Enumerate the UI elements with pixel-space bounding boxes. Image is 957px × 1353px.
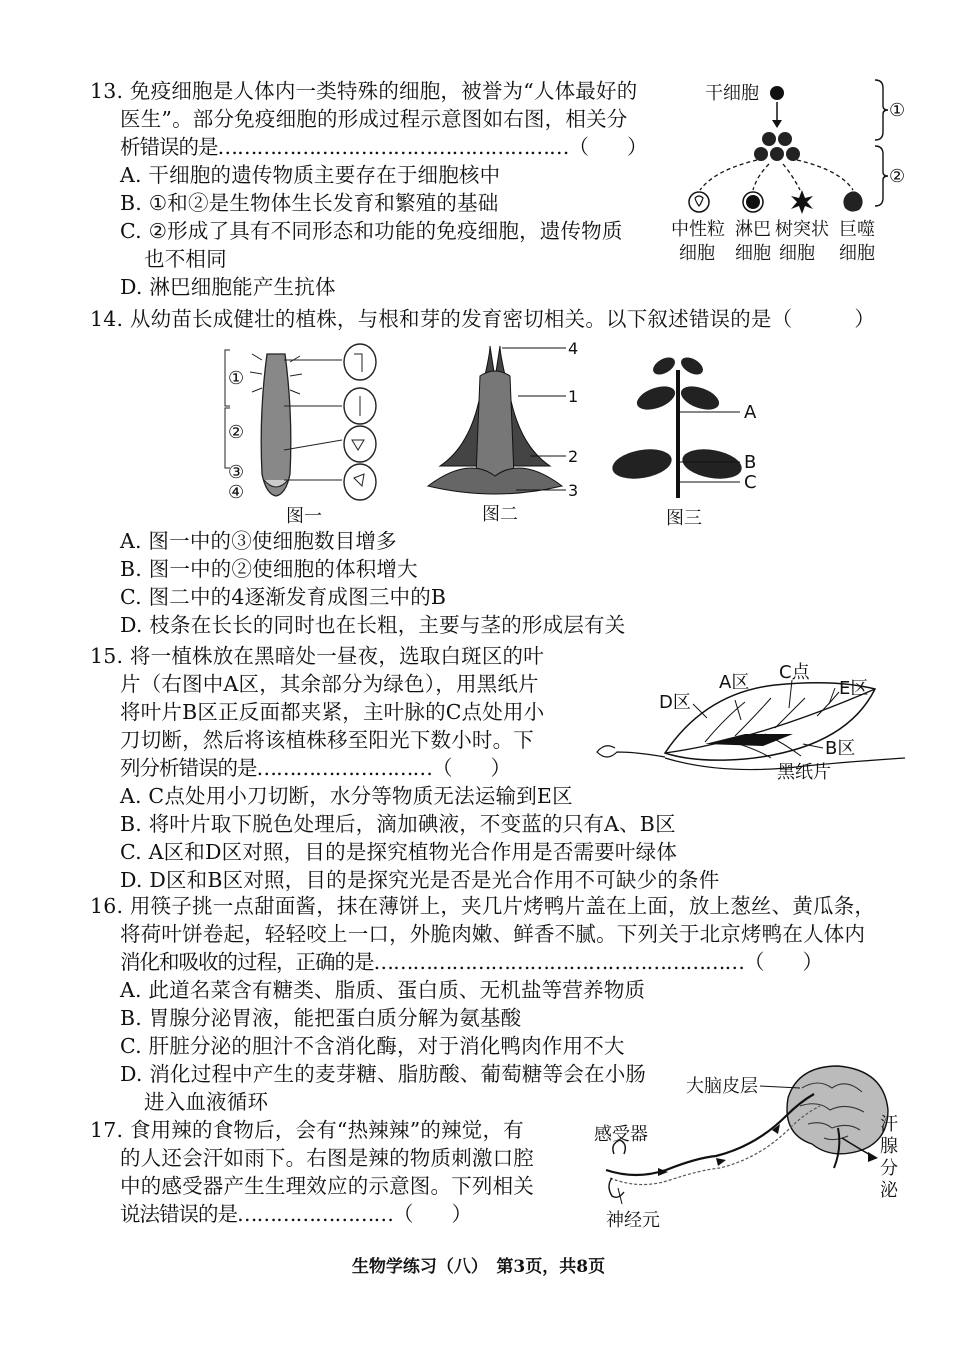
q13-stem-line2: 医生”。部分免疫细胞的形成过程示意图如右图，相关分 bbox=[120, 107, 628, 131]
dividing-cell bbox=[762, 132, 776, 146]
label-4: 4 bbox=[568, 339, 579, 358]
q14-stem: 14. 从幼苗长成健壮的植株，与根和芽的发育密切相关。以下叙述错误的是（ ） bbox=[90, 307, 876, 331]
q16-option-d-line1: D. 消化过程中产生的麦芽糖、脂肪酸、葡萄糖等会在小肠 bbox=[120, 1062, 647, 1086]
arrow-to-macrophage bbox=[797, 160, 853, 190]
low-leaf-right bbox=[680, 445, 744, 483]
label-receptor: 感受器 bbox=[594, 1124, 648, 1145]
q13-option-d: D. 淋巴细胞能产生抗体 bbox=[120, 275, 336, 299]
q13-option-c-line1: C. ②形成了具有不同形态和功能的免疫细胞，遗传物质 bbox=[120, 219, 623, 243]
label-c: C bbox=[744, 472, 757, 493]
q16-option-b: B. 胃腺分泌胃液，能把蛋白质分解为氨基酸 bbox=[120, 1006, 522, 1030]
q15-option-b: B. 将叶片取下脱色处理后，滴加碘液，不变蓝的只有A、B区 bbox=[120, 812, 676, 836]
label-dendritic-1: 树突状 bbox=[775, 219, 829, 240]
mid-leaf-left bbox=[634, 382, 678, 414]
label-sweat-4: 泌 bbox=[880, 1180, 898, 1201]
label-black-paper: 黑纸片 bbox=[777, 762, 831, 783]
dendritic-cell-icon bbox=[791, 190, 813, 214]
label-cerebral-cortex: 大脑皮层 bbox=[686, 1076, 758, 1097]
q14-option-d: D. 枝条在长长的同时也在长粗，主要与茎的形成层有关 bbox=[120, 613, 626, 637]
q15-leaf-figure bbox=[585, 658, 905, 784]
q14-figure-3-branch bbox=[612, 346, 772, 532]
label-3: 3 bbox=[568, 481, 579, 500]
figure-2-caption: 图二 bbox=[482, 504, 518, 525]
q14-option-b: B. 图一中的②使细胞的体积增大 bbox=[120, 557, 418, 581]
q13-option-c-line2: 也不相同 bbox=[144, 247, 227, 271]
q14-figure-1-root-tip bbox=[222, 340, 392, 530]
label-1: 1 bbox=[568, 387, 579, 406]
leader-3 bbox=[284, 440, 342, 450]
cell-detail-1 bbox=[344, 344, 376, 380]
q16-option-a: A. 此道名菜含有糖类、脂质、蛋白质、无机盐等营养物质 bbox=[120, 978, 646, 1002]
q13-label-stem-cell: 干细胞 bbox=[705, 83, 759, 104]
q16-stem-line3: 消化和吸收的过程，正确的是…………………………………………………（ ） bbox=[120, 950, 822, 974]
page-footer: 生物学练习（八） 第3页，共8页 bbox=[351, 1257, 606, 1277]
label-neutrophil-1: 中性粒 bbox=[671, 219, 725, 240]
q15-option-d: D. D区和B区对照，目的是探究光是否是光合作用不可缺少的条件 bbox=[120, 868, 720, 892]
label-d-zone: D区 bbox=[659, 692, 691, 713]
label-circle-4: ④ bbox=[228, 482, 245, 503]
q13-immune-cell-figure bbox=[665, 72, 915, 272]
q15-stem-line1: 15. 将一植株放在黑暗处一昼夜，选取白斑区的叶 bbox=[90, 644, 544, 668]
q15-option-c: C. A区和D区对照，目的是探究植物光合作用是否需要叶绿体 bbox=[120, 840, 678, 864]
q17-stem-line1: 17. 食用辣的食物后，会有“热辣辣”的辣觉，有 bbox=[90, 1118, 524, 1142]
figure-3-caption: 图三 bbox=[666, 508, 702, 529]
q13-stem-line1: 13. 免疫细胞是人体内一类特殊的细胞，被誉为“人体最好的 bbox=[90, 79, 638, 103]
label-sweat-1: 汗 bbox=[880, 1114, 898, 1135]
figure-1-caption: 图一 bbox=[286, 506, 322, 527]
cell-detail-3 bbox=[344, 426, 376, 462]
q17-nerve-reflex-figure bbox=[588, 1058, 908, 1234]
label-macrophage-1: 巨噬 bbox=[839, 219, 875, 240]
label-neuron: 神经元 bbox=[606, 1210, 660, 1231]
label-circle-3: ③ bbox=[228, 462, 245, 483]
petiole bbox=[597, 746, 665, 757]
label-b-zone: B区 bbox=[825, 738, 856, 759]
bud-axis bbox=[476, 371, 514, 486]
label-dendritic-2: 细胞 bbox=[779, 243, 815, 264]
q16-option-d-line2: 进入血液循环 bbox=[144, 1090, 269, 1114]
mid-leaf-right bbox=[678, 382, 722, 414]
q13-stem-line3: 析错误的是………………………………………………（ ） bbox=[120, 135, 647, 159]
label-2: 2 bbox=[568, 447, 579, 466]
q15-stem-line3: 将叶片B区正反面都夹紧，主叶脉的C点处用小 bbox=[120, 700, 545, 724]
signal-arrow-2 bbox=[716, 1158, 726, 1166]
label-circle-2: ② bbox=[228, 422, 245, 443]
label-circle-1: ① bbox=[228, 368, 245, 389]
label-sweat-2: 腺 bbox=[880, 1136, 898, 1157]
dividing-cell bbox=[754, 147, 768, 161]
label-lymphocyte-1: 淋巴 bbox=[735, 219, 771, 240]
q14-option-c: C. 图二中的4逐渐发育成图三中的B bbox=[120, 585, 447, 609]
q13-option-a: A. 干细胞的遗传物质主要存在于细胞核中 bbox=[120, 163, 501, 187]
arrow-to-neutrophil bbox=[700, 160, 757, 190]
q15-option-a: A. C点处用小刀切断，水分等物质无法运输到E区 bbox=[120, 784, 573, 808]
label-c-point: C点 bbox=[779, 662, 810, 683]
label-macrophage-2: 细胞 bbox=[839, 243, 875, 264]
dividing-cell bbox=[786, 147, 800, 161]
label-a: A bbox=[744, 402, 757, 423]
arrow-head bbox=[772, 120, 782, 128]
q16-stem-line1: 16. 用筷子挑一点甜面酱，抹在薄饼上，夹几片烤鸭片盖在上面，放上葱丝、黄瓜条， bbox=[90, 894, 876, 918]
label-sweat-3: 分 bbox=[880, 1158, 898, 1179]
top-leaf-right bbox=[678, 354, 706, 378]
dividing-cell bbox=[778, 132, 792, 146]
top-leaf-left bbox=[650, 354, 678, 378]
label-lymphocyte-2: 细胞 bbox=[735, 243, 771, 264]
q17-stem-line3: 中的感受器产生生理效应的示意图。下列相关 bbox=[120, 1174, 534, 1198]
arrow-to-lymphocyte bbox=[753, 164, 769, 190]
neutrophil-icon bbox=[689, 192, 709, 212]
q15-stem-line4: 刀切断，然后将该植株移至阳光下数小时。下 bbox=[120, 728, 534, 752]
cell-detail-4 bbox=[344, 464, 376, 500]
dividing-cell bbox=[770, 147, 784, 161]
q14-option-a: A. 图一中的③使细胞数目增多 bbox=[120, 529, 397, 553]
q13-option-b: B. ①和②是生物体生长发育和繁殖的基础 bbox=[120, 191, 499, 215]
brace-1 bbox=[875, 80, 888, 140]
q14-figure-2-bud bbox=[420, 336, 590, 528]
stem-cell-dot bbox=[770, 86, 784, 100]
q16-option-c: C. 肝脏分泌的胆汁不含消化酶，对于消化鸭肉作用不大 bbox=[120, 1034, 625, 1058]
neutrophil-nucleus bbox=[695, 196, 703, 206]
efferent-arrow bbox=[868, 1152, 878, 1162]
q15-stem-line2: 片（右图中A区，其余部分为绿色），用黑纸片 bbox=[120, 672, 539, 696]
label-e-zone: E区 bbox=[839, 678, 869, 699]
q17-stem-line4: 说法错误的是……………………（ ） bbox=[120, 1202, 471, 1226]
brain-icon bbox=[787, 1066, 888, 1154]
lymphocyte-nucleus bbox=[746, 195, 760, 209]
q17-stem-line2: 的人还会汗如雨下。右图是辣的物质刺激口腔 bbox=[120, 1146, 534, 1170]
q16-stem-line2: 将荷叶饼卷起，轻轻咬上一口，外脆肉嫩、鲜香不腻。下列关于北京烤鸭在人体内 bbox=[120, 922, 866, 946]
mark-1: ① bbox=[889, 100, 906, 121]
q15-stem-line5: 列分析错误的是………………………（ ） bbox=[120, 756, 510, 780]
mark-2: ② bbox=[889, 166, 906, 187]
label-a-zone: A区 bbox=[719, 672, 750, 693]
macrophage-icon bbox=[843, 191, 862, 211]
low-leaf-left bbox=[612, 445, 674, 483]
label-b: B bbox=[744, 452, 757, 473]
label-neutrophil-2: 细胞 bbox=[679, 243, 715, 264]
brace-2 bbox=[875, 146, 888, 206]
arrow-to-dendritic bbox=[783, 164, 800, 190]
root-tip-shape bbox=[261, 354, 291, 496]
